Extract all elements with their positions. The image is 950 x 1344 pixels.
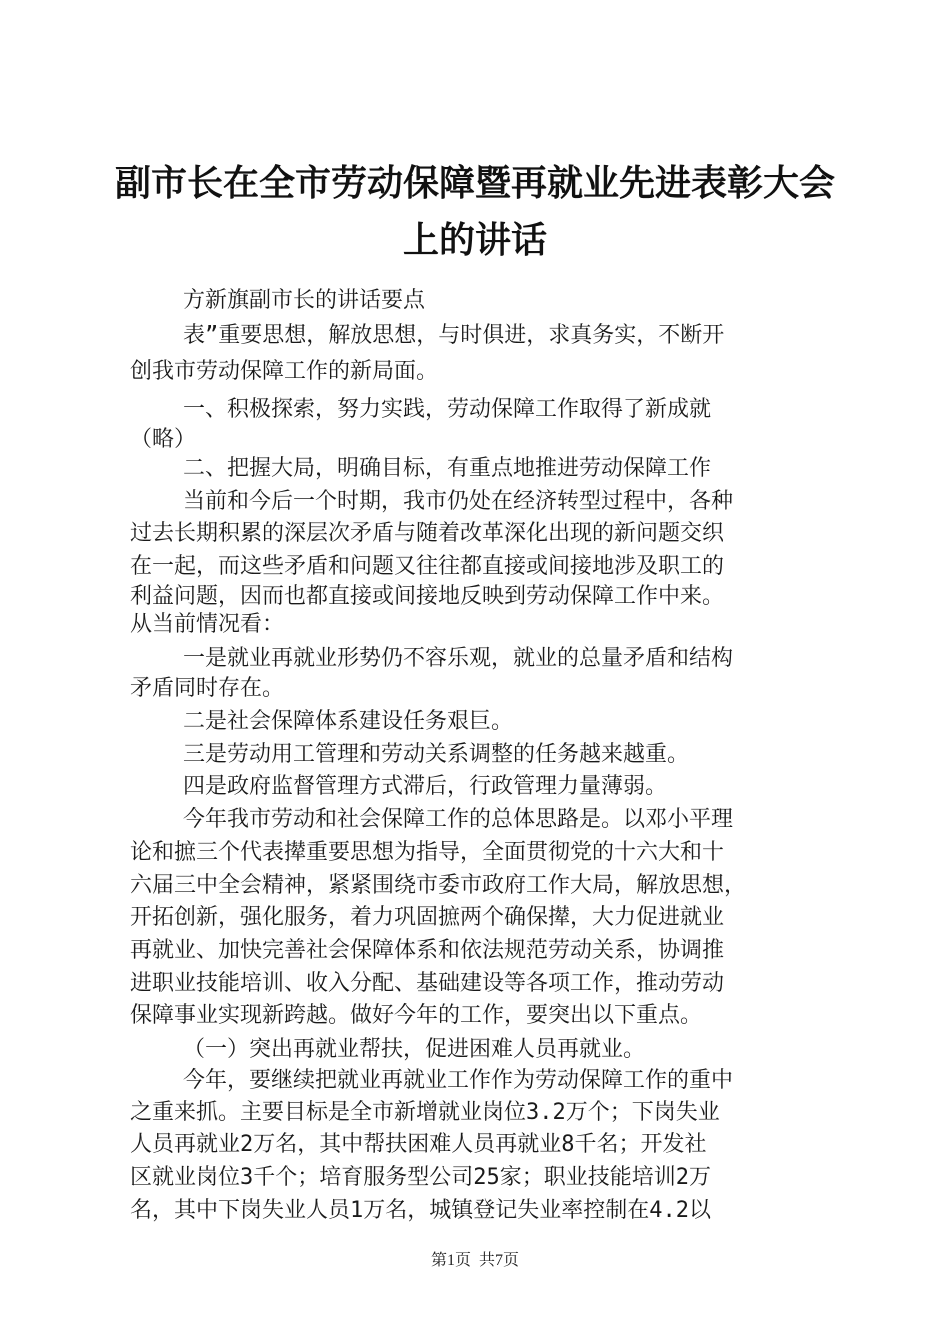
body-line: 再就业、加快完善社会保障体系和依法规范劳动关系，协调推: [130, 938, 725, 963]
body-line: 一、积极探索，努力实践，劳动保障工作取得了新成就: [130, 397, 711, 422]
body-line: 进职业技能培训、收入分配、基础建设等各项工作，推动劳动: [130, 971, 725, 996]
body-line: 今年，要继续把就业再就业工作作为劳动保障工作的重中: [130, 1068, 733, 1093]
body-line: 当前和今后一个时期，我市仍处在经济转型过程中，各种: [130, 489, 733, 514]
page-footer: 第1页 共7页: [430, 1252, 519, 1269]
body-line: 二是社会保障体系建设任务艰巨。: [130, 709, 513, 734]
body-line: 区就业岗位3千个；培育服务型公司25家；职业技能培训2万: [130, 1165, 711, 1190]
body-line: 今年我市劳动和社会保障工作的总体思路是。以邓小平理: [130, 807, 733, 832]
body-line: 保障事业实现新跨越。做好今年的工作，要突出以下重点。: [130, 1003, 703, 1028]
body-line: 表”重要思想，解放思想，与时俱进，求真务实，不断开: [130, 323, 725, 348]
body-line: 在一起，而这些矛盾和问题又往往都直接或间接地涉及职工的: [130, 554, 725, 579]
body-line: 二、把握大局，明确目标，有重点地推进劳动保障工作: [130, 456, 711, 481]
body-line: 名，其中下岗失业人员1万名，城镇登记失业率控制在4.2以: [130, 1198, 711, 1223]
body-line: 三是劳动用工管理和劳动关系调整的任务越来越重。: [130, 742, 689, 767]
body-line: 一是就业再就业形势仍不容乐观，就业的总量矛盾和结构: [130, 646, 733, 671]
body-line: 人员再就业2万名，其中帮扶困难人员再就业8千名；开发社: [130, 1132, 707, 1157]
body-line: （略）: [130, 427, 197, 452]
body-line: 四是政府监督管理方式滞后，行政管理力量薄弱。: [130, 774, 667, 799]
body-line: 论和摭三个代表撵重要思想为指导，全面贯彻党的十六大和十: [130, 840, 725, 865]
body-line: 之重来抓。主要目标是全市新增就业岗位3.2万个；下岗失业: [130, 1100, 720, 1125]
body-line: 创我市劳动保障工作的新局面。: [130, 359, 439, 384]
body-line: 开拓创新，强化服务，着力巩固摭两个确保撵，大力促进就业: [130, 905, 725, 930]
body-line: （一）突出再就业帮扶，促进困难人员再就业。: [130, 1037, 645, 1062]
document-title-line-1: 副市长在全市劳动保障暨再就业先进表彰大会: [114, 162, 835, 204]
body-line: 过去长期积累的深层次矛盾与随着改革深化出现的新问题交织: [130, 521, 725, 546]
document-title-line-2: 上的讲话: [402, 219, 547, 261]
body-line: 从当前情况看：: [130, 612, 285, 637]
body-line: 矛盾同时存在。: [130, 676, 285, 701]
body-line: 利益问题，因而也都直接或间接地反映到劳动保障工作中来。: [130, 584, 725, 609]
body-line: 方新旗副市长的讲话要点: [130, 288, 425, 313]
body-line: 六届三中全会精神，紧紧围绕市委市政府工作大局，解放思想，: [130, 873, 747, 898]
